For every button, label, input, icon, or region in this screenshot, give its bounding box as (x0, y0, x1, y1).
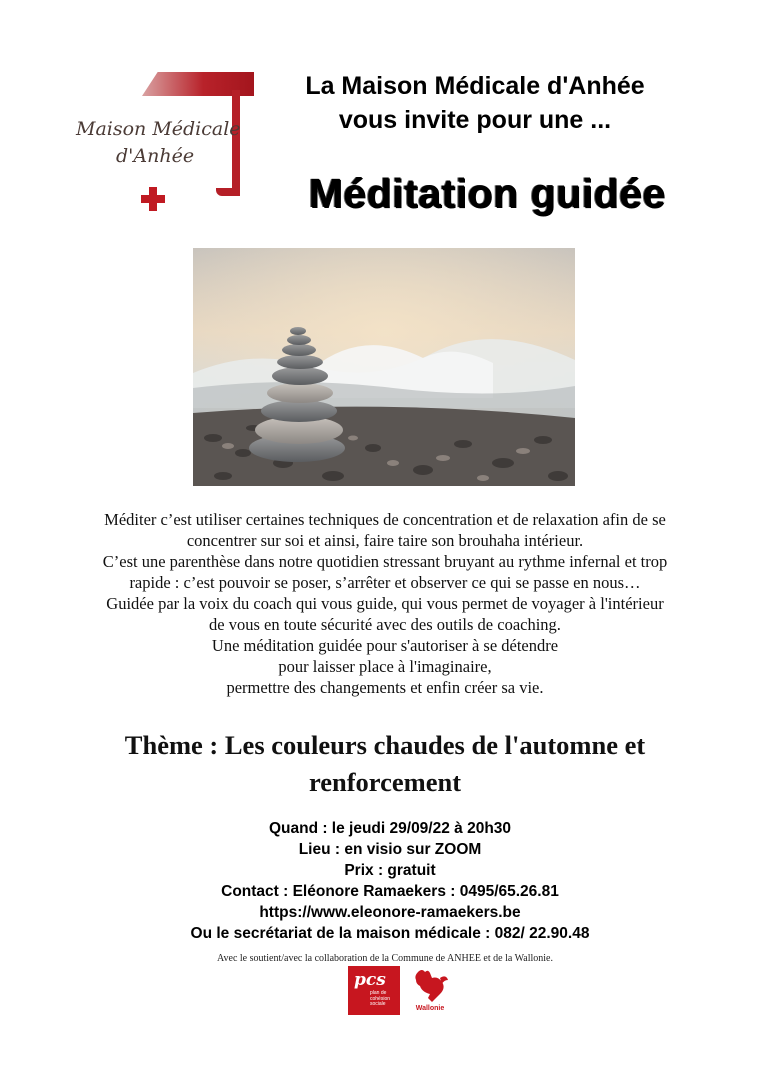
description-line: permettre des changements et enfin créer sa vie. (226, 678, 544, 697)
description-line: de vous en toute sécurité avec des outils de coaching. (209, 615, 561, 634)
zen-stones-photo (193, 248, 575, 486)
description-line: rapide : c’est pouvoir se poser, s’arrêter et observer ce qui se passe en nous… (129, 573, 641, 592)
logo-wall-foot (216, 188, 240, 196)
meditation-description (40, 509, 730, 698)
event-details (140, 818, 640, 944)
theme-heading (40, 727, 730, 801)
medical-cross-icon (138, 184, 168, 214)
logo-name-line2: d'Anhée (116, 145, 195, 167)
pcs-logo (348, 966, 400, 1015)
event-secretariat: Ou le secrétariat de la maison médicale : 082/ 22.90.48 (190, 925, 590, 942)
description-line: pour laisser place à l'imaginaire, (278, 657, 492, 676)
event-when: Quand : le jeudi 29/09/22 à 20h30 (268, 820, 512, 837)
event-website-link[interactable]: https://www.eleonore-ramaekers.be (259, 904, 521, 921)
wallonie-logo (410, 968, 450, 1016)
support-note: Avec le soutient/avec la collaboration de la Commune de ANHEE et de la Wallonie. (217, 953, 553, 964)
wallonie-label: Wallonie (415, 1005, 445, 1012)
maison-medicale-logo (70, 62, 260, 222)
theme-line1: Thème : Les couleurs chaudes de l'automne et (124, 730, 646, 760)
stone-stack-illustration (193, 248, 575, 486)
event-price: Prix : gratuit (344, 862, 436, 879)
description-line: Une méditation guidée pour s'autoriser à se détendre (211, 636, 559, 655)
logo-wall-shape (232, 90, 240, 196)
theme-line2: renforcement (308, 767, 462, 797)
logo-name-line1: Maison Médicale (76, 118, 241, 140)
rooster-icon (410, 968, 450, 1004)
description-line: C’est une parenthèse dans notre quotidien stressant bruyant au rythme infernal et trop (102, 552, 668, 571)
header-invitation-line1: La Maison Médicale d'Anhée (305, 72, 645, 100)
description-line: Méditer c’est utiliser certaines techniques de concentration et de relaxation afin de se (104, 510, 666, 529)
pcs-logo-subtext: plan de cohésion sociale (370, 990, 391, 1007)
header-invitation-line2: vous invite pour une ... (338, 106, 612, 134)
event-where: Lieu : en visio sur ZOOM (298, 841, 482, 858)
pcs-logo-mark: pcs (354, 970, 386, 990)
event-contact: Contact : Eléonore Ramaekers : 0495/65.26.81 (221, 883, 559, 900)
description-line: Guidée par la voix du coach qui vous guide, qui vous permet de voyager à l'intérieur (106, 594, 664, 613)
page-title: Méditation guidée (308, 170, 666, 216)
description-line: concentrer sur soi et ainsi, faire taire son brouhaha intérieur. (186, 531, 584, 550)
